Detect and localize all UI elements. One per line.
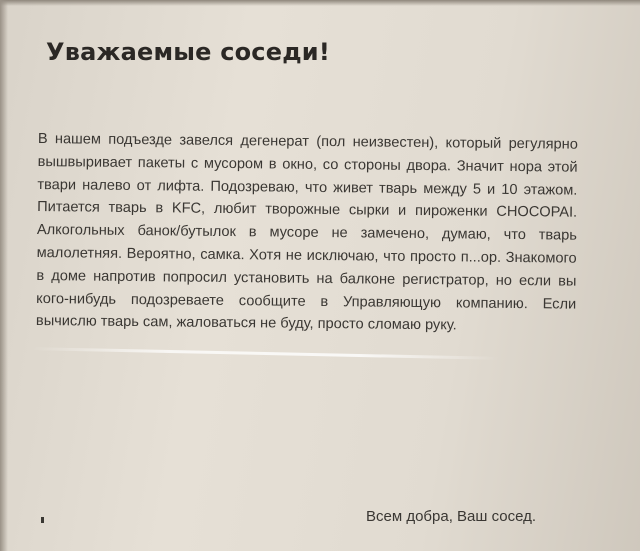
paper-left-edge [0, 0, 8, 551]
paper-crease [30, 347, 500, 360]
notice-signature: Всем добра, Ваш сосед. [366, 508, 537, 525]
notice-title: Уважаемые соседи! [46, 38, 330, 66]
ink-mark [41, 517, 44, 523]
notice-body: В нашем подъезде завелся дегенерат (пол неизвестен), который регулярно вышвыривает пакеты с мусором в окно, со стороны двора. Значит нора этой твари налево от лифта. Подозреваю, что живет тварь между 5 и 10 этажом. Питается тварь в KFC, любит творожные сырки и пироженки CHOCOPAI. Алкогольных банок/бутылок в мусоре не замечено, думаю, что тварь малолетняя. Вероятно, самка. Хотя не исключаю, что просто п...ор. Знакомого в доме напротив попросил установить на балконе регистратор, но если вы кого-нибудь подозреваете сообщите в Управляющую компанию. Если вычислю тварь сам, жаловаться не буду, просто сломаю руку. [35, 130, 578, 334]
paper-top-edge [0, 0, 640, 6]
